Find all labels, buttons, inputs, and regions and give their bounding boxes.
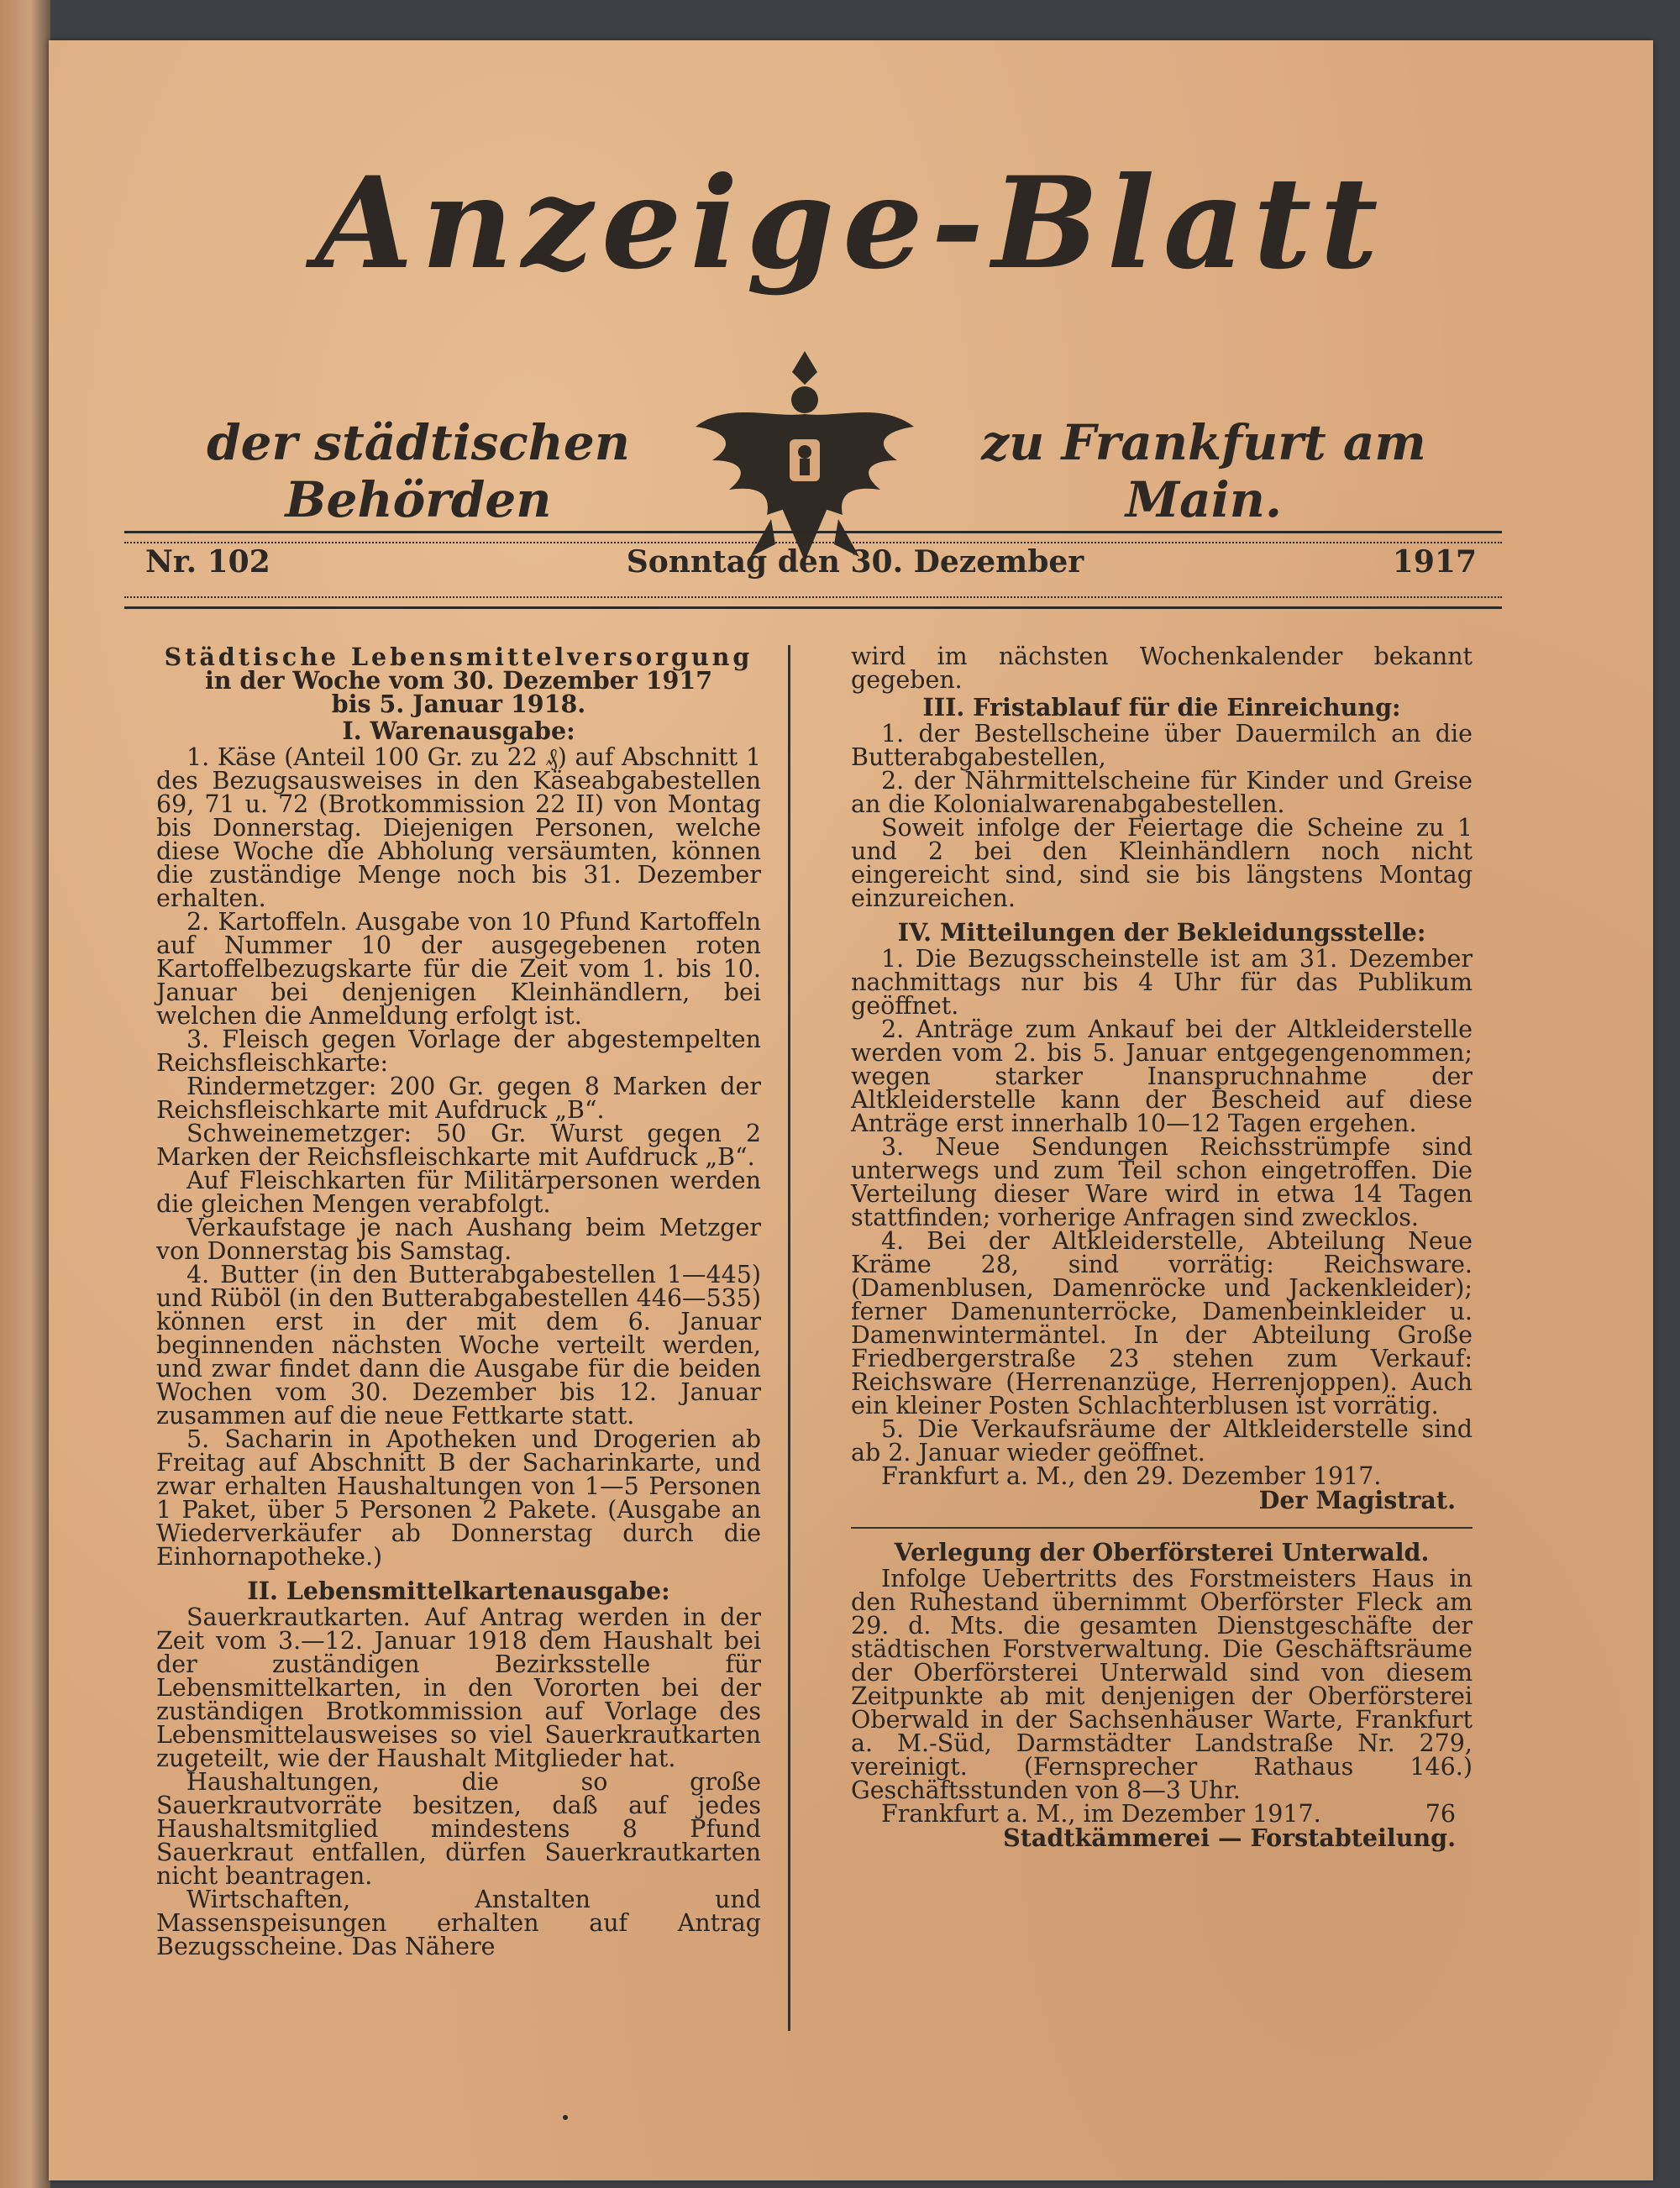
holidays-note: Soweit infolge der Feiertage die Scheine zu 1 und 2 bei den Kleinhändlern noch nicht eingereicht sind, sind sie bis längstens Montag einzureichen. xyxy=(851,814,1473,912)
heading-until: bis 5. Januar 1918. xyxy=(331,690,586,718)
left-column xyxy=(156,645,761,1959)
section-3-title: III. Fristablauf für die Einreichung: xyxy=(922,693,1401,721)
item-butter: 4. Butter (in den Butterabgabestellen 1—445) und Rüböl (in den Butterabgabestellen 446—535) können erst in der mit dem 6. Januar beginnenden nächsten Woche verteilt werden, und zwar findet dann die Ausgabe für die beiden Wochen vom 30. Dezember bis 12. Januar zusammen auf die neue Fettkarte statt. xyxy=(156,1261,761,1430)
issue-year: 1917 xyxy=(1392,544,1477,580)
item-military-cards: Auf Fleischkarten für Militärpersonen werden die gleichen Mengen verabfolgt. xyxy=(156,1167,761,1218)
item-restaurants: Wirtschaften, Anstalten und Massenspeisungen erhalten auf Antrag Bezugsscheine. Das Nähere xyxy=(156,1886,761,1960)
item-saccharin: 5. Sacharin in Apotheken und Drogerien ab Freitag auf Abschnitt B der Sacharinkarte, und zwar erhalten Haushaltungen von 1—5 Personen 1 Paket, über 5 Personen 2 Pakete. (Ausgabe an Wiederverkäufer ab Donnerstag durch die Einhornapotheke.) xyxy=(156,1425,761,1571)
deadline-item-2: 2. der Nährmittelscheine für Kinder und Greise an die Kolonialwarenabgabestellen. xyxy=(851,767,1473,818)
item-meat: 3. Fleisch gegen Vorlage der abgestempelten Reichsfleischkarte: xyxy=(156,1026,761,1077)
issue-number: Nr. 102 xyxy=(145,544,270,580)
item-sale-days: Verkaufstage je nach Aushang beim Metzger von Donnerstag bis Samstag. xyxy=(156,1214,761,1265)
right-column xyxy=(851,645,1473,1850)
section-1-title: I. Warenausgabe: xyxy=(342,716,575,745)
place-date-magistrat: Frankfurt a. M., den 29. Dezember 1917. xyxy=(881,1462,1382,1490)
heading-week: in der Woche vom 30. Dezember 1917 xyxy=(204,666,713,695)
reference-number: 76 xyxy=(1425,1800,1456,1828)
column-divider xyxy=(788,645,790,2031)
item-sauerkraut-cards: Sauerkrautkarten. Auf Antrag werden in der Zeit vom 3.—12. Januar 1918 dem Haushalt bei der zuständigen Bezirksstelle für Lebensmittelkarten, in den Vororten bei der zuständigen Brotkommission auf Vorlage des Lebensmittelausweises so viel Sauerkrautkarten zugeteilt, wie der Haushalt Mitglieder hat. xyxy=(156,1603,761,1772)
masthead-rule-bottom xyxy=(124,596,1502,609)
item-pork-butchers: Schweinemetzger: 50 Gr. Wurst gegen 2 Marken der Reichsfleischkarte mit Aufdruck „B“. xyxy=(156,1120,761,1171)
forestry-notice-body: Infolge Uebertritts des Forstmeisters Haus in den Ruhestand übernimmt Oberförster Fleck am 29. d. Mts. die gesamten Dienstgeschäfte der städtischen Forstverwaltung. Die Geschäftsräume der Oberförsterei Unterwald sind von diesem Zeitpunkte ab mit denjenigen der Oberförsterei Oberwald in der Sachsenhäuser Warte, Frankfurt a. M.-Süd, Darmstädter Landstraße Nr. 279, vereinigt. (Fernsprecher Rathaus 146.) Geschäftsstunden von 8—3 Uhr. xyxy=(851,1565,1473,1804)
masthead-title: Anzeige-Blatt xyxy=(315,150,1387,297)
section-4-title: IV. Mitteilungen der Bekleidungsstelle: xyxy=(897,918,1426,947)
item-cheese: 1. Käse (Anteil 100 Gr. zu 22 ₰) auf Abschnitt 1 des Bezugsausweises in den Käseabgabestellen 69, 71 u. 72 (Brotkommission 22 II) von Montag bis Donnerstag. Diejenigen Personen, welche diese Woche die Abholung versäumten, können die zuständige Menge noch bis 31. Dezember erhalten. xyxy=(156,743,761,912)
heading-food-supply: Städtische Lebensmittelversorgung xyxy=(164,643,753,671)
item-sauerkraut-households: Haushaltungen, die so große Sauerkrautvorräte besitzen, daß auf jedes Haushaltsmitglied mindestens 8 Pfund Sauerkraut entfallen, dürfen Sauerkrautkarten nicht beantragen. xyxy=(156,1768,761,1890)
subtitle-right: zu Frankfurt am Main. xyxy=(981,414,1426,528)
notice-separator xyxy=(851,1512,1473,1529)
section-2-title: II. Lebensmittelkartenausgabe: xyxy=(247,1577,670,1605)
clothing-note-1: 1. Die Bezugsscheinstelle ist am 31. Dezember nachmittags nur bis 4 Uhr für das Publikum geöffnet. xyxy=(851,945,1473,1020)
masthead-rule-top xyxy=(124,531,1502,543)
signature-forestry: Stadtkämmerei — Forstabteilung. xyxy=(1003,1823,1456,1852)
forestry-notice-title: Verlegung der Oberförsterei Unterwald. xyxy=(894,1538,1430,1566)
signature-magistrat: Der Magistrat. xyxy=(1258,1486,1456,1514)
book-binding-edge xyxy=(0,0,50,2188)
place-date-forestry-text: Frankfurt a. M., im Dezember 1917. xyxy=(881,1800,1321,1828)
page-dot xyxy=(563,2115,568,2120)
place-date-forestry xyxy=(851,1802,1473,1826)
newspaper-page xyxy=(49,40,1653,2180)
deadline-item-1: 1. der Bestellscheine über Dauermilch an die Butterabgabestellen, xyxy=(851,720,1473,771)
subtitle-left: der städtischen Behörden xyxy=(207,414,630,528)
item-beef-butchers: Rindermetzger: 200 Gr. gegen 8 Marken der Reichsfleischkarte mit Aufdruck „B“. xyxy=(156,1073,761,1124)
continued-text: wird im nächsten Wochenkalender bekannt gegeben. xyxy=(851,643,1473,694)
clothing-note-3: 3. Neue Sendungen Reichsstrümpfe sind unterwegs und zum Teil schon eingetroffen. Die Verteilung dieser Ware wird in etwa 14 Tagen stattfinden; vorherige Anfragen sind zwecklos. xyxy=(851,1133,1473,1231)
issue-date: Sonntag den 30. Dezember xyxy=(626,544,1084,580)
clothing-note-4: 4. Bei der Altkleiderstelle, Abteilung Neue Kräme 28, sind vorrätig: Reichsware. (Damenblusen, Damenröcke und Jackenkleider); ferner Damenunterröcke, Damenbeinkleider u. Damenwintermäntel. In der Abteilung Große Friedbergerstraße 23 stehen zum Verkauf: Reichsware (Herrenanzüge, Herrenjoppen). Auch ein kleiner Posten Schlachterblusen ist vorrätig. xyxy=(851,1227,1473,1419)
clothing-note-5: 5. Die Verkaufsräume der Altkleiderstelle sind ab 2. Januar wieder geöffnet. xyxy=(851,1415,1473,1467)
item-potatoes: 2. Kartoffeln. Ausgabe von 10 Pfund Kartoffeln auf Nummer 10 der ausgegebenen roten Kartoffelbezugskarte für die Zeit vom 1. bis 10. Januar bei denjenigen Kleinhändlern, bei welchen die Anmeldung erfolgt ist. xyxy=(156,908,761,1030)
clothing-note-2: 2. Anträge zum Ankauf bei der Altkleiderstelle werden vom 2. bis 5. Januar entgegengenommen; wegen starker Inanspruchnahme der Altkleiderstelle kann der Bescheid auf diese Anträge erst innerhalb 10—12 Tagen ergehen. xyxy=(851,1015,1473,1137)
